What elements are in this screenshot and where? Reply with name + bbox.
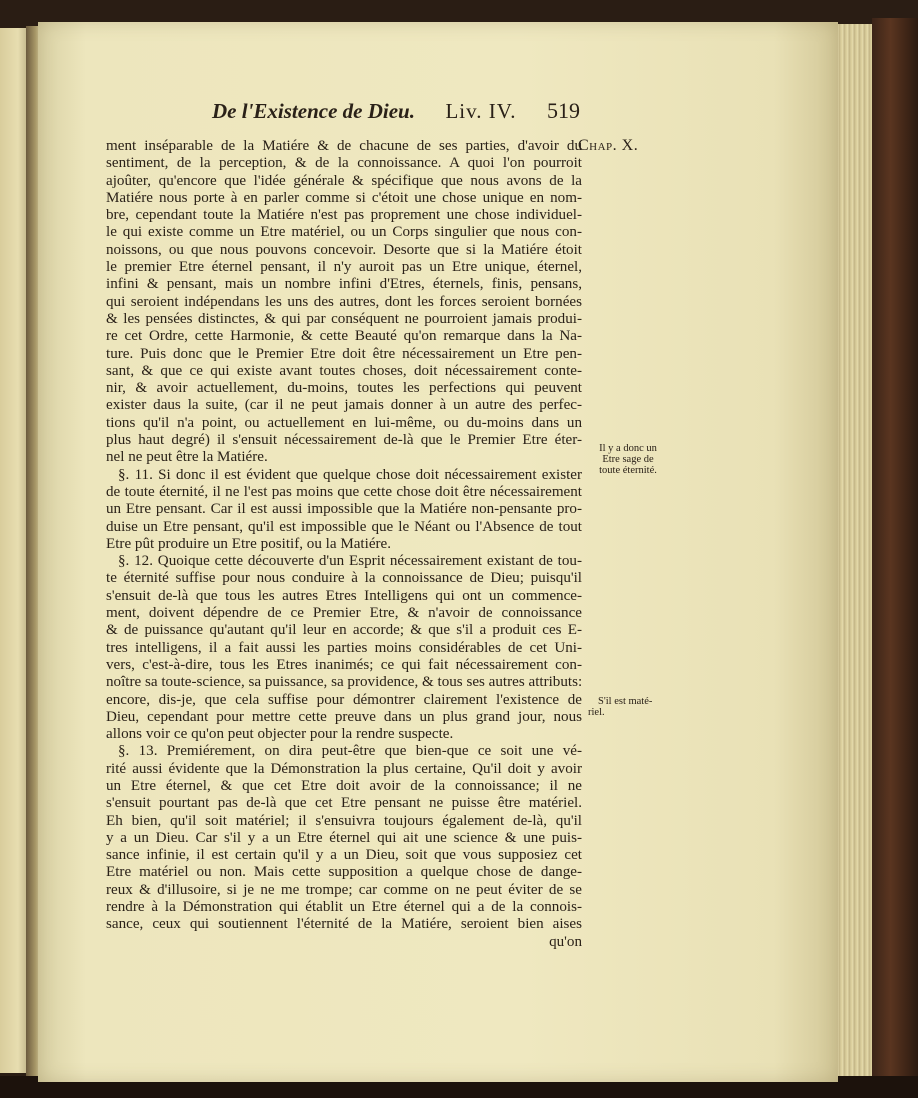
body-line: duise un Etre pensant, qu'il est impossible que le Néant ou l'Absence de tout	[106, 518, 582, 535]
chapter-label: Chap. X.	[578, 137, 639, 154]
body-line: ture. Puis donc que le Premier Etre doit être nécessairement un Etre pen-	[106, 345, 582, 362]
body-line: sance infinie, il est certain qu'il y a un Dieu, soit que vous supposiez cet	[106, 847, 582, 864]
page-number: 519	[547, 98, 580, 123]
body-line: de toute éternité, il ne l'est pas moins que cette chose doit être nécessairement	[106, 483, 582, 500]
margin-note-line: riel.	[588, 707, 605, 718]
body-line: Dieu, cependant pour mettre cette preuve dans un plus grand jour, nous	[106, 708, 582, 725]
body-line: tres intelligens, il a fait aussi les parties moins considérables de cet Uni-	[106, 639, 582, 656]
body-line: un Etre pensant. Car il est aussi impossible que la Matiére non-pensante pro-	[106, 501, 582, 518]
body-line: §. 11. Si donc il est évident que quelque chose doit nécessairement exister	[118, 466, 582, 483]
body-line: Etre matériel ou non. Mais cette supposition a quelque chose de dange-	[106, 864, 582, 881]
margin-note-section-13	[588, 696, 668, 718]
body-line: qui seroient indépendans les uns des autres, dont les forces seroient bornées	[106, 293, 582, 310]
body-line: le premier Etre éternel pensant, il n'y auroit pas un Etre unique, éternel,	[106, 259, 582, 276]
body-line: sance, ceux qui soutiennent l'éternité de la Matiére, seroient bien aises	[106, 916, 582, 933]
margin-note-section-11	[583, 443, 673, 476]
body-line: nir, & avoir actuellement, du-moins, toutes les perfections qui peuvent	[106, 380, 582, 397]
running-head-book: Liv. IV.	[445, 99, 517, 123]
body-line: bre, cependant toute la Matiére n'est pas proprement une chose individuel-	[106, 207, 582, 224]
margin-note-line: Il y a donc un	[599, 443, 657, 454]
body-line: vers, c'est-à-dire, tous les Etres inanimés; ce qui fait nécessairement con-	[106, 656, 582, 673]
body-line: plus haut degré) il s'ensuit nécessairement de-là que le Premier Etre éter-	[106, 432, 582, 449]
body-line: tions qu'il n'a point, ou actuellement en lui-même, ou du-moins dans un	[106, 414, 582, 431]
body-line: Etre pût produire un Etre positif, ou la Matiére.	[106, 535, 392, 552]
body-line: Eh bien, qu'il soit matériel; il s'ensuivra toujours également de-là, qu'il	[106, 812, 582, 829]
margin-note-line: toute éternité.	[599, 465, 657, 476]
body-line: le qui existe comme un Etre matériel, ou un Corps singulier que nous con-	[106, 224, 582, 241]
body-line: & les pensées distinctes, & qui par conséquent ne pourroient jamais produi-	[106, 310, 582, 327]
body-line: encore, dis-je, que cela suffise pour démontrer clairement l'existence de	[106, 691, 582, 708]
body-line: ajoûter, qu'encore que l'idée générale & spécifique que nous avons de la	[106, 172, 582, 189]
body-line: noissons, ou que nous pouvons concevoir. Desorte que si la Matiére étoit	[106, 241, 582, 258]
margin-note-line: Etre sage de	[602, 454, 654, 465]
running-head	[212, 98, 580, 126]
body-line: re cet Ordre, cette Harmonie, & cette Beauté qu'on remarque dans la Na-	[106, 328, 582, 345]
book-cover-edge	[872, 18, 918, 1083]
body-text	[106, 138, 582, 951]
running-head-title: De l'Existence de Dieu.	[212, 99, 415, 123]
body-line: s'ensuit pourtant pas de-là que cet Etre pensant ne puisse être matériel.	[106, 795, 582, 812]
margin-note-line: S'il est maté-	[598, 696, 653, 707]
body-line: noître sa toute-science, sa puissance, sa providence, & tous ses autres attributs:	[106, 674, 582, 691]
body-line: sant, & que ce qui existe avant toutes choses, doit nécessairement conte-	[106, 362, 582, 379]
body-line: allons voir ce qu'on peut objecter pour la rendre suspecte.	[106, 726, 454, 743]
body-line: & de puissance qu'autant qu'il leur en accorde; & que s'il a produit ces E-	[106, 622, 582, 639]
body-line: ment, doivent dépendre de ce Premier Etre, & n'avoir de connoissance	[106, 605, 582, 622]
body-line: rendre à la Démonstration qui établit un Etre éternel qui a de la connois-	[106, 899, 582, 916]
body-line: un Etre éternel, & que cet Etre doit avoir de la connoissance; il ne	[106, 777, 582, 794]
body-line: §. 13. Premiérement, on dira peut-être que bien-que ce soit une vé-	[118, 743, 582, 760]
body-line: qu'on	[549, 933, 582, 950]
body-line: exister daus la suite, (car il ne peut jamais donner à un autre des perfec-	[106, 397, 582, 414]
body-line: sentiment, de la perception, & de la connoissance. A quoi l'on pourroit	[106, 155, 582, 172]
body-line: infini & pensant, mais un nombre infini d'Etres, éternels, finis, pensans,	[106, 276, 582, 293]
body-line: reux & d'illusoire, si je ne me trompe; car comme on ne peut éviter de se	[106, 881, 582, 898]
body-line: s'ensuit de-là que tous les autres Etres Intelligens qui ont un commence-	[106, 587, 582, 604]
body-line: rité aussi évidente que la Démonstration la plus certaine, Qu'il doit y avoir	[106, 760, 582, 777]
body-line: Matiére nous porte à en parler comme si c'étoit une chose unique en nom-	[106, 189, 582, 206]
body-line: nel ne peut être la Matiére.	[106, 449, 268, 466]
body-line: ment inséparable de la Matiére & de chacune de ses parties, d'avoir du	[106, 138, 582, 154]
body-line: te éternité suffise pour nous conduire à la connoissance de Dieu; puisqu'il	[106, 570, 582, 587]
body-line: §. 12. Quoique cette découverte d'un Esprit nécessairement existant de tou-	[118, 553, 582, 570]
body-line: y a un Dieu. Car s'il y a un Etre éternel qui ait une science & une puis-	[106, 829, 582, 846]
